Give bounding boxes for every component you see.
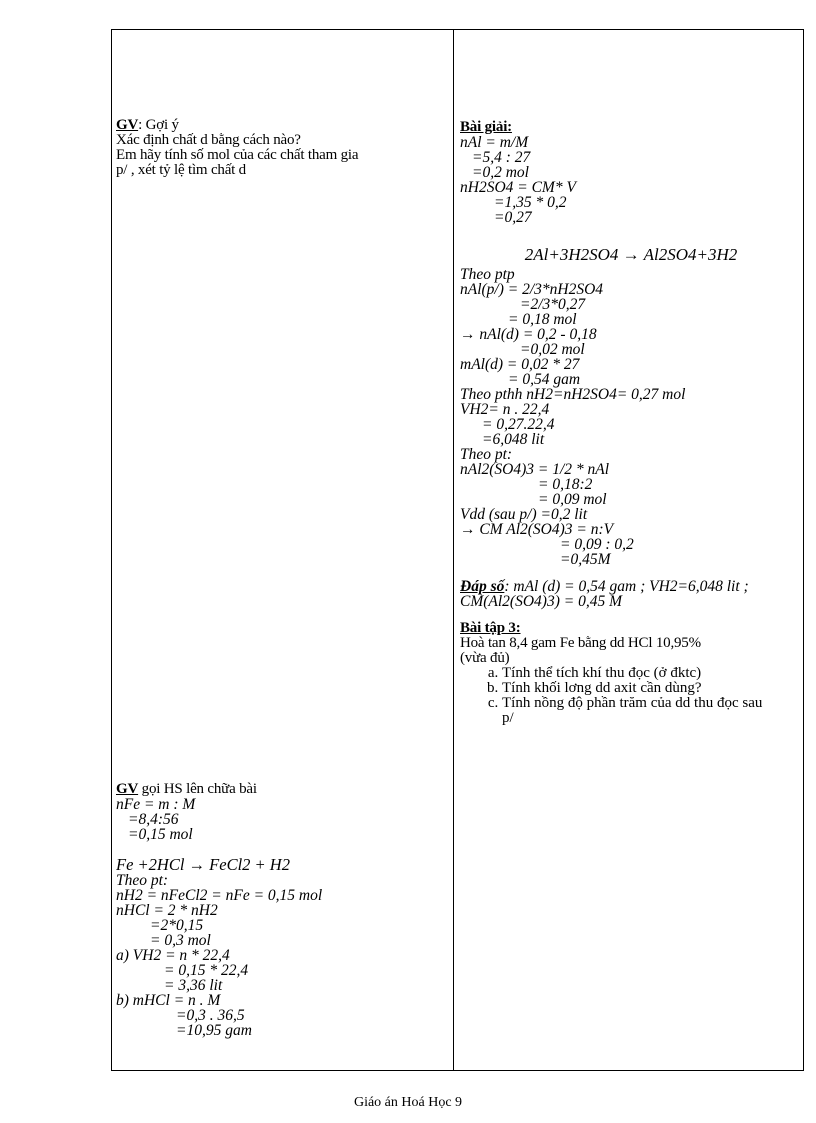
gv2-label: GV	[116, 781, 139, 797]
solution-line: = 0,15 * 22,4	[164, 962, 249, 979]
column-divider	[453, 30, 454, 1070]
solution-line: nHCl = 2 * nH2	[116, 902, 218, 919]
solution-line: nFe = m : M	[116, 796, 196, 813]
solution-line: nH2 = nFeCl2 = nFe = 0,15 mol	[116, 887, 323, 904]
equation-line: Fe +2HCl → FeCl2 + H2	[116, 855, 290, 874]
calc-line: =0,02 mol	[520, 341, 585, 358]
solution-line: Theo pt:	[116, 872, 169, 889]
calc-line: =2/3*0,27	[520, 296, 586, 313]
exercise-item: b. Tính khối lơng dd axit cần dùng?	[502, 681, 802, 696]
calc-line: = 0,09 : 0,2	[560, 536, 634, 553]
calc-line: = 0,54 gam	[508, 371, 581, 388]
exercise-item: c. Tính nồng độ phần trăm của dd thu đọc sau p/	[502, 696, 772, 726]
answer-label: Đáp số	[460, 578, 505, 595]
lesson-table	[111, 29, 804, 1071]
calc-line: =5,4 : 27	[472, 149, 531, 166]
calc-line: = 0,18 mol	[508, 311, 577, 328]
question-2: Em hãy tính số mol của các chất tham gia	[116, 147, 359, 163]
solution-line: a) VH2 = n * 22,4	[116, 947, 230, 964]
calc-line: Theo ptp	[460, 266, 515, 283]
calc-line: nAl2(SO4)3 = 1/2 * nAl	[460, 461, 610, 478]
solution-line: =0,15 mol	[128, 826, 193, 843]
calc-line: nH2SO4 = CM* V	[460, 179, 576, 196]
solution-line: b) mHCl = n . M	[116, 992, 221, 1009]
solution-line: =2*0,15	[150, 917, 204, 934]
calc-line: mAl(d) = 0,02 * 27	[460, 356, 580, 373]
exercise-title: Bài tập 3:	[460, 620, 521, 636]
calc-line: =6,048 lit	[482, 431, 545, 448]
exercise-text-2: (vừa đủ)	[460, 650, 510, 666]
calc-line: Theo pt:	[460, 446, 513, 463]
calc-line: = 0,18:2	[538, 476, 593, 493]
calc-line: Theo pthh nH2=nH2SO4= 0,27 mol	[460, 386, 686, 403]
spacer	[460, 225, 802, 239]
page-footer: Giáo án Hoá Học 9	[353, 1095, 463, 1110]
solution-line: = 0,3 mol	[150, 932, 211, 949]
exercise-items	[460, 666, 802, 726]
reaction-equation: 2Al+3H2SO4 → Al2SO4+3H2	[524, 245, 738, 264]
solution-line: =8,4:56	[128, 811, 179, 828]
exercise-text-1: Hoà tan 8,4 gam Fe bằng dd HCl 10,95%	[460, 635, 701, 651]
question-1: Xác định chất d bằng cách nào?	[116, 132, 301, 148]
calc-line: VH2= n . 22,4	[460, 401, 550, 418]
calc-line: =0,2 mol	[472, 164, 529, 181]
gv-label: GV	[116, 117, 139, 133]
answer-text-1: : mAl (d) = 0,54 gam ; VH2=6,048 lit ;	[504, 578, 749, 595]
calc-line: =0,45M	[560, 551, 611, 568]
solution-line: =10,95 gam	[176, 1022, 252, 1039]
right-column	[460, 30, 802, 1070]
left-column	[116, 30, 450, 1070]
teacher-hint-block	[116, 118, 450, 178]
calc-line: Vdd (sau p/) =0,2 lit	[460, 506, 588, 523]
solution-line: =0,3 . 36,5	[176, 1007, 245, 1024]
hint-text: : Gợi ý	[138, 117, 179, 133]
solution-title: Bài giải:	[460, 119, 512, 135]
calc-line: → CM Al2(SO4)3 = n:V	[460, 521, 614, 538]
solution-spacer	[116, 842, 450, 856]
solution-line: = 3,36 lit	[164, 977, 223, 994]
calc-line: =0,27	[494, 209, 532, 226]
teacher-solution-block	[116, 782, 450, 1038]
calc-line: = 0,27.22,4	[482, 416, 555, 433]
calc-line: =1,35 * 0,2	[494, 194, 567, 211]
exercise-item: a. Tính thể tích khí thu đọc (ở đktc)	[502, 666, 802, 681]
solution-block	[460, 120, 802, 726]
answer-text-2: CM(Al2(SO4)3) = 0,45 M	[460, 593, 622, 610]
calc-line: nAl = m/M	[460, 134, 529, 151]
calc-line: = 0,09 mol	[538, 491, 607, 508]
question-3: p/ , xét tỷ lệ tìm chất d	[116, 162, 246, 178]
calc-line: → nAl(d) = 0,2 - 0,18	[460, 326, 597, 343]
gv2-text: gọi HS lên chữa bài	[138, 781, 257, 797]
calc-line: nAl(p/) = 2/3*nH2SO4	[460, 281, 604, 298]
